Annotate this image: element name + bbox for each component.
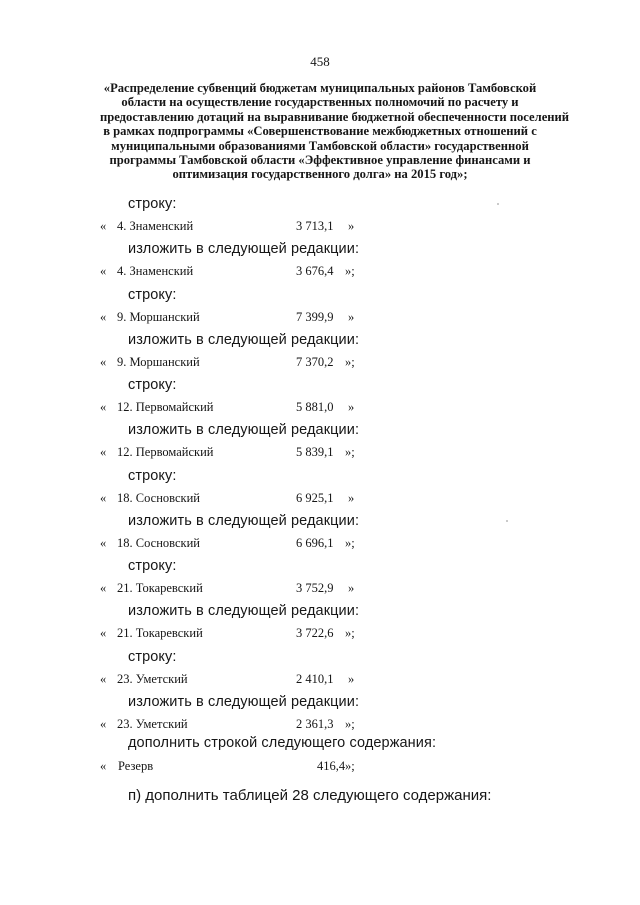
district-name: 12. Первомайский bbox=[117, 400, 214, 414]
change-instruction-line: изложить в следующей редакции: bbox=[128, 332, 360, 348]
closing-quote: »; bbox=[345, 355, 355, 369]
opening-quote: « bbox=[100, 581, 107, 595]
opening-quote: « bbox=[100, 536, 107, 550]
opening-quote: « bbox=[100, 759, 107, 773]
instruction-line: строку: bbox=[128, 558, 177, 574]
document-title bbox=[100, 81, 570, 182]
final-item: п) дополнить таблицей 28 следующего содержания: bbox=[128, 787, 492, 804]
district-name: 18. Сосновский bbox=[117, 536, 200, 550]
closing-quote: »; bbox=[345, 626, 355, 640]
closing-quote: »; bbox=[345, 759, 355, 773]
instruction-line: строку: bbox=[128, 649, 177, 665]
subvention-amount: 5 839,1 bbox=[296, 445, 334, 459]
old-row-entry bbox=[0, 491, 640, 507]
title-line: предоставлению дотаций на выравнивание бюджетной обеспеченности поселений bbox=[100, 109, 570, 124]
instruction-line: строку: bbox=[128, 468, 177, 484]
subvention-amount: 2 361,3 bbox=[296, 717, 334, 731]
closing-quote: » bbox=[348, 310, 355, 324]
district-name: 21. Токаревский bbox=[117, 626, 203, 640]
opening-quote: « bbox=[100, 355, 107, 369]
title-line: программы Тамбовской области «Эффективное управление финансами и bbox=[109, 153, 531, 168]
scan-speck bbox=[497, 203, 499, 205]
district-name: 4. Знаменский bbox=[117, 219, 194, 233]
district-name: 9. Моршанский bbox=[117, 310, 200, 324]
closing-quote: » bbox=[348, 219, 355, 233]
subvention-amount: 7 370,2 bbox=[296, 355, 334, 369]
new-row-entry bbox=[0, 445, 640, 461]
instruction-line: строку: bbox=[128, 377, 177, 393]
closing-quote: »; bbox=[345, 264, 355, 278]
closing-quote: »; bbox=[345, 717, 355, 731]
supplement-instruction-line: дополнить строкой следующего содержания: bbox=[128, 735, 437, 751]
subvention-amount: 3 722,6 bbox=[296, 626, 334, 640]
old-row-entry bbox=[0, 219, 640, 235]
opening-quote: « bbox=[100, 264, 107, 278]
change-instruction-line: изложить в следующей редакции: bbox=[128, 603, 360, 619]
district-name: 12. Первомайский bbox=[117, 445, 214, 459]
page-number: 458 bbox=[310, 54, 330, 69]
change-instruction-line: изложить в следующей редакции: bbox=[128, 241, 360, 257]
district-name: 23. Уметский bbox=[117, 672, 188, 686]
subvention-amount: 416,4 bbox=[317, 759, 346, 773]
opening-quote: « bbox=[100, 491, 107, 505]
district-name: 23. Уметский bbox=[117, 717, 188, 731]
new-row-entry bbox=[0, 626, 640, 642]
district-name: 9. Моршанский bbox=[117, 355, 200, 369]
subvention-amount: 3 752,9 bbox=[296, 581, 334, 595]
opening-quote: « bbox=[100, 626, 107, 640]
district-name: Резерв bbox=[118, 759, 154, 773]
subvention-amount: 2 410,1 bbox=[296, 672, 334, 686]
title-line: в рамках подпрограммы «Совершенствование межбюджетных отношений с bbox=[103, 124, 537, 139]
title-line: области на осуществление государственных полномочий по расчету и bbox=[121, 95, 519, 110]
closing-quote: » bbox=[348, 581, 355, 595]
subvention-amount: 3 676,4 bbox=[296, 264, 334, 278]
change-instruction-line: изложить в следующей редакции: bbox=[128, 422, 360, 438]
change-instruction-line: изложить в следующей редакции: bbox=[128, 513, 360, 529]
closing-quote: » bbox=[348, 491, 355, 505]
instruction-line: строку: bbox=[128, 287, 177, 303]
district-name: 21. Токаревский bbox=[117, 581, 203, 595]
subvention-amount: 6 696,1 bbox=[296, 536, 334, 550]
opening-quote: « bbox=[100, 310, 107, 324]
title-line: оптимизация государственного долга» на 2015 год»; bbox=[172, 167, 468, 182]
closing-quote: »; bbox=[345, 536, 355, 550]
subvention-amount: 6 925,1 bbox=[296, 491, 334, 505]
new-row-entry bbox=[0, 355, 640, 371]
change-instruction-line: изложить в следующей редакции: bbox=[128, 694, 360, 710]
old-row-entry bbox=[0, 400, 640, 416]
old-row-entry bbox=[0, 581, 640, 597]
scan-speck bbox=[506, 520, 508, 522]
opening-quote: « bbox=[100, 717, 107, 731]
reserve-row-entry bbox=[0, 759, 640, 775]
subvention-amount: 5 881,0 bbox=[296, 400, 334, 414]
opening-quote: « bbox=[100, 400, 107, 414]
closing-quote: » bbox=[348, 672, 355, 686]
new-row-entry bbox=[0, 264, 640, 280]
new-row-entry bbox=[0, 536, 640, 552]
subvention-amount: 7 399,9 bbox=[296, 310, 334, 324]
closing-quote: »; bbox=[345, 445, 355, 459]
district-name: 18. Сосновский bbox=[117, 491, 200, 505]
new-row-entry bbox=[0, 717, 640, 733]
subvention-amount: 3 713,1 bbox=[296, 219, 334, 233]
old-row-entry bbox=[0, 672, 640, 688]
closing-quote: » bbox=[348, 400, 355, 414]
opening-quote: « bbox=[100, 219, 107, 233]
title-line: муниципальными образованиями Тамбовской области» государственной bbox=[111, 138, 529, 153]
instruction-line: строку: bbox=[128, 196, 177, 212]
opening-quote: « bbox=[100, 672, 107, 686]
old-row-entry bbox=[0, 310, 640, 326]
title-line: «Распределение субвенций бюджетам муниципальных районов Тамбовской bbox=[103, 81, 537, 95]
opening-quote: « bbox=[100, 445, 107, 459]
district-name: 4. Знаменский bbox=[117, 264, 194, 278]
